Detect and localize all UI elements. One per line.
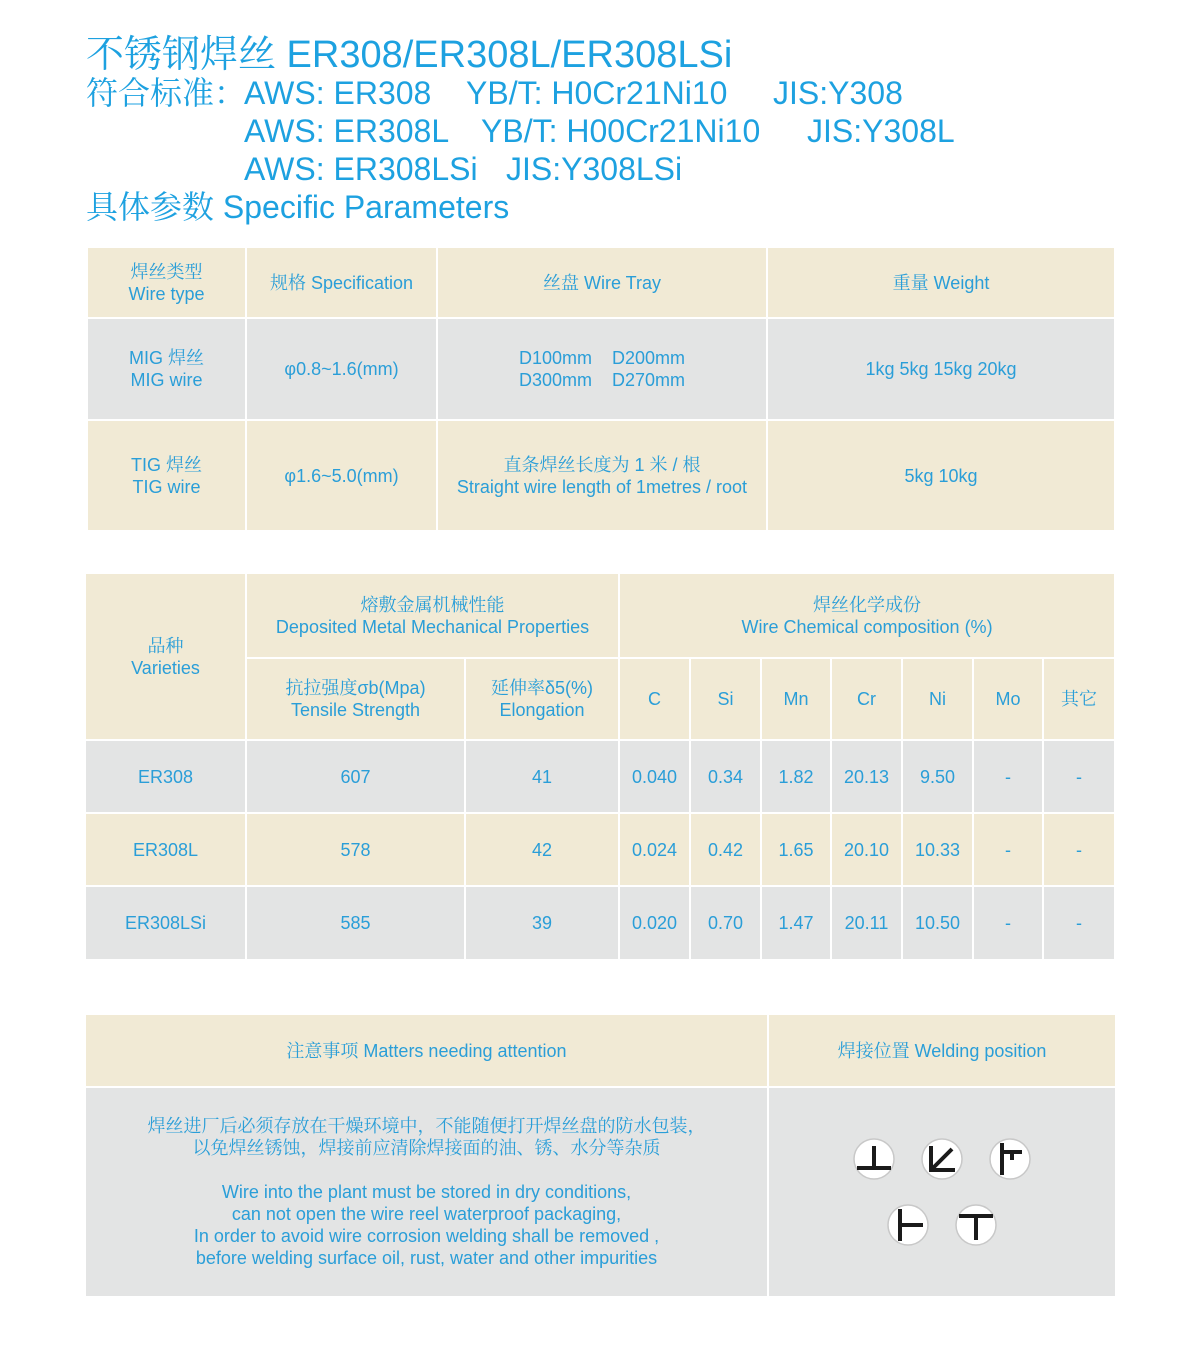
table-row xyxy=(86,740,1114,813)
standard-jis: JIS:Y308L xyxy=(807,113,955,149)
standard-ybt: YB/T: H0Cr21Ni10 xyxy=(466,75,728,111)
chem-cell: 1.47 xyxy=(761,886,831,959)
standard-aws: AWS: ER308LSi xyxy=(244,151,478,187)
wire-tray-header: 丝盘 Wire Tray xyxy=(437,248,767,318)
notes-body-row xyxy=(86,1087,1115,1296)
wire-type-header: 焊丝类型 Wire type xyxy=(88,248,246,318)
variety-cell: ER308L xyxy=(86,813,246,886)
horizontal-position-icon xyxy=(886,1203,930,1247)
note-en-line: Wire into the plant must be stored in dry conditions, xyxy=(221,1182,632,1202)
params-title: 具体参数 Specific Parameters xyxy=(86,189,510,225)
weight-cell: 5kg 10kg xyxy=(767,420,1114,530)
position-header: 焊接位置 Welding position xyxy=(768,1015,1115,1087)
chem-cell: 0.42 xyxy=(690,813,761,886)
note-cn-line: 以免焊丝锈蚀，焊接前应清除焊接面的油、锈、水分等杂质 xyxy=(192,1138,661,1158)
standard-jis: JIS:Y308 xyxy=(773,75,903,111)
chem-cell: 1.82 xyxy=(761,740,831,813)
standard-aws: AWS: ER308 xyxy=(244,75,432,111)
chem-cell: 20.13 xyxy=(831,740,902,813)
chem-cell: 9.50 xyxy=(902,740,973,813)
chem-cell: - xyxy=(1043,886,1114,959)
matters-header: 注意事项 Matters needing attention xyxy=(86,1015,768,1087)
element-header-c: C xyxy=(619,658,690,740)
note-cn-line: 焊丝进厂后必须存放在干燥环境中，不能随便打开焊丝盘的防水包装， xyxy=(147,1116,706,1136)
wire-type-cell: MIG 焊丝 MIG wire xyxy=(88,318,246,420)
tray-cell: 直条焊丝长度为 1 米 / 根 Straight wire length of 1metres / root xyxy=(437,420,767,530)
element-header-ni: Ni xyxy=(902,658,973,740)
chem-cell: 0.024 xyxy=(619,813,690,886)
elongation-cell: 41 xyxy=(465,740,619,813)
element-header-si: Si xyxy=(690,658,761,740)
property-header-row-1 xyxy=(86,574,1114,658)
chem-cell: 20.10 xyxy=(831,813,902,886)
notes-table xyxy=(86,1015,1115,1296)
chem-cell: 10.33 xyxy=(902,813,973,886)
table-row xyxy=(88,318,1114,420)
chem-cell: - xyxy=(1043,740,1114,813)
welding-positions xyxy=(768,1087,1115,1296)
chem-cell: - xyxy=(973,740,1043,813)
chem-cell: 0.70 xyxy=(690,886,761,959)
chem-cell: - xyxy=(1043,813,1114,886)
element-header-cr: Cr xyxy=(831,658,902,740)
weight-header: 重量 Weight xyxy=(767,248,1114,318)
elongation-header: 延伸率δ5(%) Elongation xyxy=(465,658,619,740)
variety-cell: ER308LSi xyxy=(86,886,246,959)
tray-cell: D100mm D200mm D300mm D270mm xyxy=(437,318,767,420)
element-header-other: 其它 xyxy=(1043,658,1114,740)
notes-text xyxy=(86,1087,768,1296)
standard-jis: JIS:Y308LSi xyxy=(506,151,683,187)
chem-cell: - xyxy=(973,886,1043,959)
flat-position-icon xyxy=(852,1137,896,1181)
spec-cell: φ0.8~1.6(mm) xyxy=(246,318,437,420)
note-en-line: In order to avoid wire corrosion welding shall be removed , xyxy=(193,1226,660,1246)
horizontal-fillet-icon xyxy=(920,1137,964,1181)
table-row xyxy=(86,886,1114,959)
property-table xyxy=(86,574,1114,959)
chem-cell: 10.50 xyxy=(902,886,973,959)
overhead-position-icon xyxy=(954,1203,998,1247)
tensile-cell: 607 xyxy=(246,740,465,813)
standards-line-3 xyxy=(86,150,955,188)
standards-line-1 xyxy=(86,74,955,112)
weight-cell: 1kg 5kg 15kg 20kg xyxy=(767,318,1114,420)
standard-ybt: YB/T: H00Cr21Ni10 xyxy=(481,113,761,149)
tensile-cell: 578 xyxy=(246,813,465,886)
chem-cell: 0.020 xyxy=(619,886,690,959)
standard-aws: AWS: ER308L xyxy=(244,113,450,149)
table-row xyxy=(86,813,1114,886)
page-header xyxy=(86,36,955,226)
notes-header-row xyxy=(86,1015,1115,1087)
chem-cell: 0.040 xyxy=(619,740,690,813)
note-en-line: can not open the wire reel waterproof packaging, xyxy=(231,1204,622,1224)
chem-cell: 0.34 xyxy=(690,740,761,813)
standards-line-2 xyxy=(86,112,955,150)
wire-type-cell: TIG 焊丝 TIG wire xyxy=(88,420,246,530)
variety-cell: ER308 xyxy=(86,740,246,813)
note-en-line: before welding surface oil, rust, water and other impurities xyxy=(195,1248,658,1268)
element-header-mo: Mo xyxy=(973,658,1043,740)
tensile-header: 抗拉强度σb(Mpa) Tensile Strength xyxy=(246,658,465,740)
tensile-cell: 585 xyxy=(246,886,465,959)
chem-cell: - xyxy=(973,813,1043,886)
table-row xyxy=(88,420,1114,530)
element-header-mn: Mn xyxy=(761,658,831,740)
elongation-cell: 42 xyxy=(465,813,619,886)
page-title: 不锈钢焊丝 ER308/ER308L/ER308LSi xyxy=(86,34,733,76)
vertical-position-icon xyxy=(988,1137,1032,1181)
chem-cell: 1.65 xyxy=(761,813,831,886)
standards-label: 符合标准： xyxy=(86,75,247,111)
elongation-cell: 39 xyxy=(465,886,619,959)
specification-header: 规格 Specification xyxy=(246,248,437,318)
spec-header-row xyxy=(88,248,1114,318)
mechanical-header: 熔敷金属机械性能 Deposited Metal Mechanical Properties xyxy=(246,574,619,658)
spec-cell: φ1.6~5.0(mm) xyxy=(246,420,437,530)
chem-cell: 20.11 xyxy=(831,886,902,959)
varieties-header: 品种 Varieties xyxy=(86,574,246,740)
chemical-header: 焊丝化学成份 Wire Chemical composition (%) xyxy=(619,574,1114,658)
spec-table xyxy=(88,248,1114,530)
